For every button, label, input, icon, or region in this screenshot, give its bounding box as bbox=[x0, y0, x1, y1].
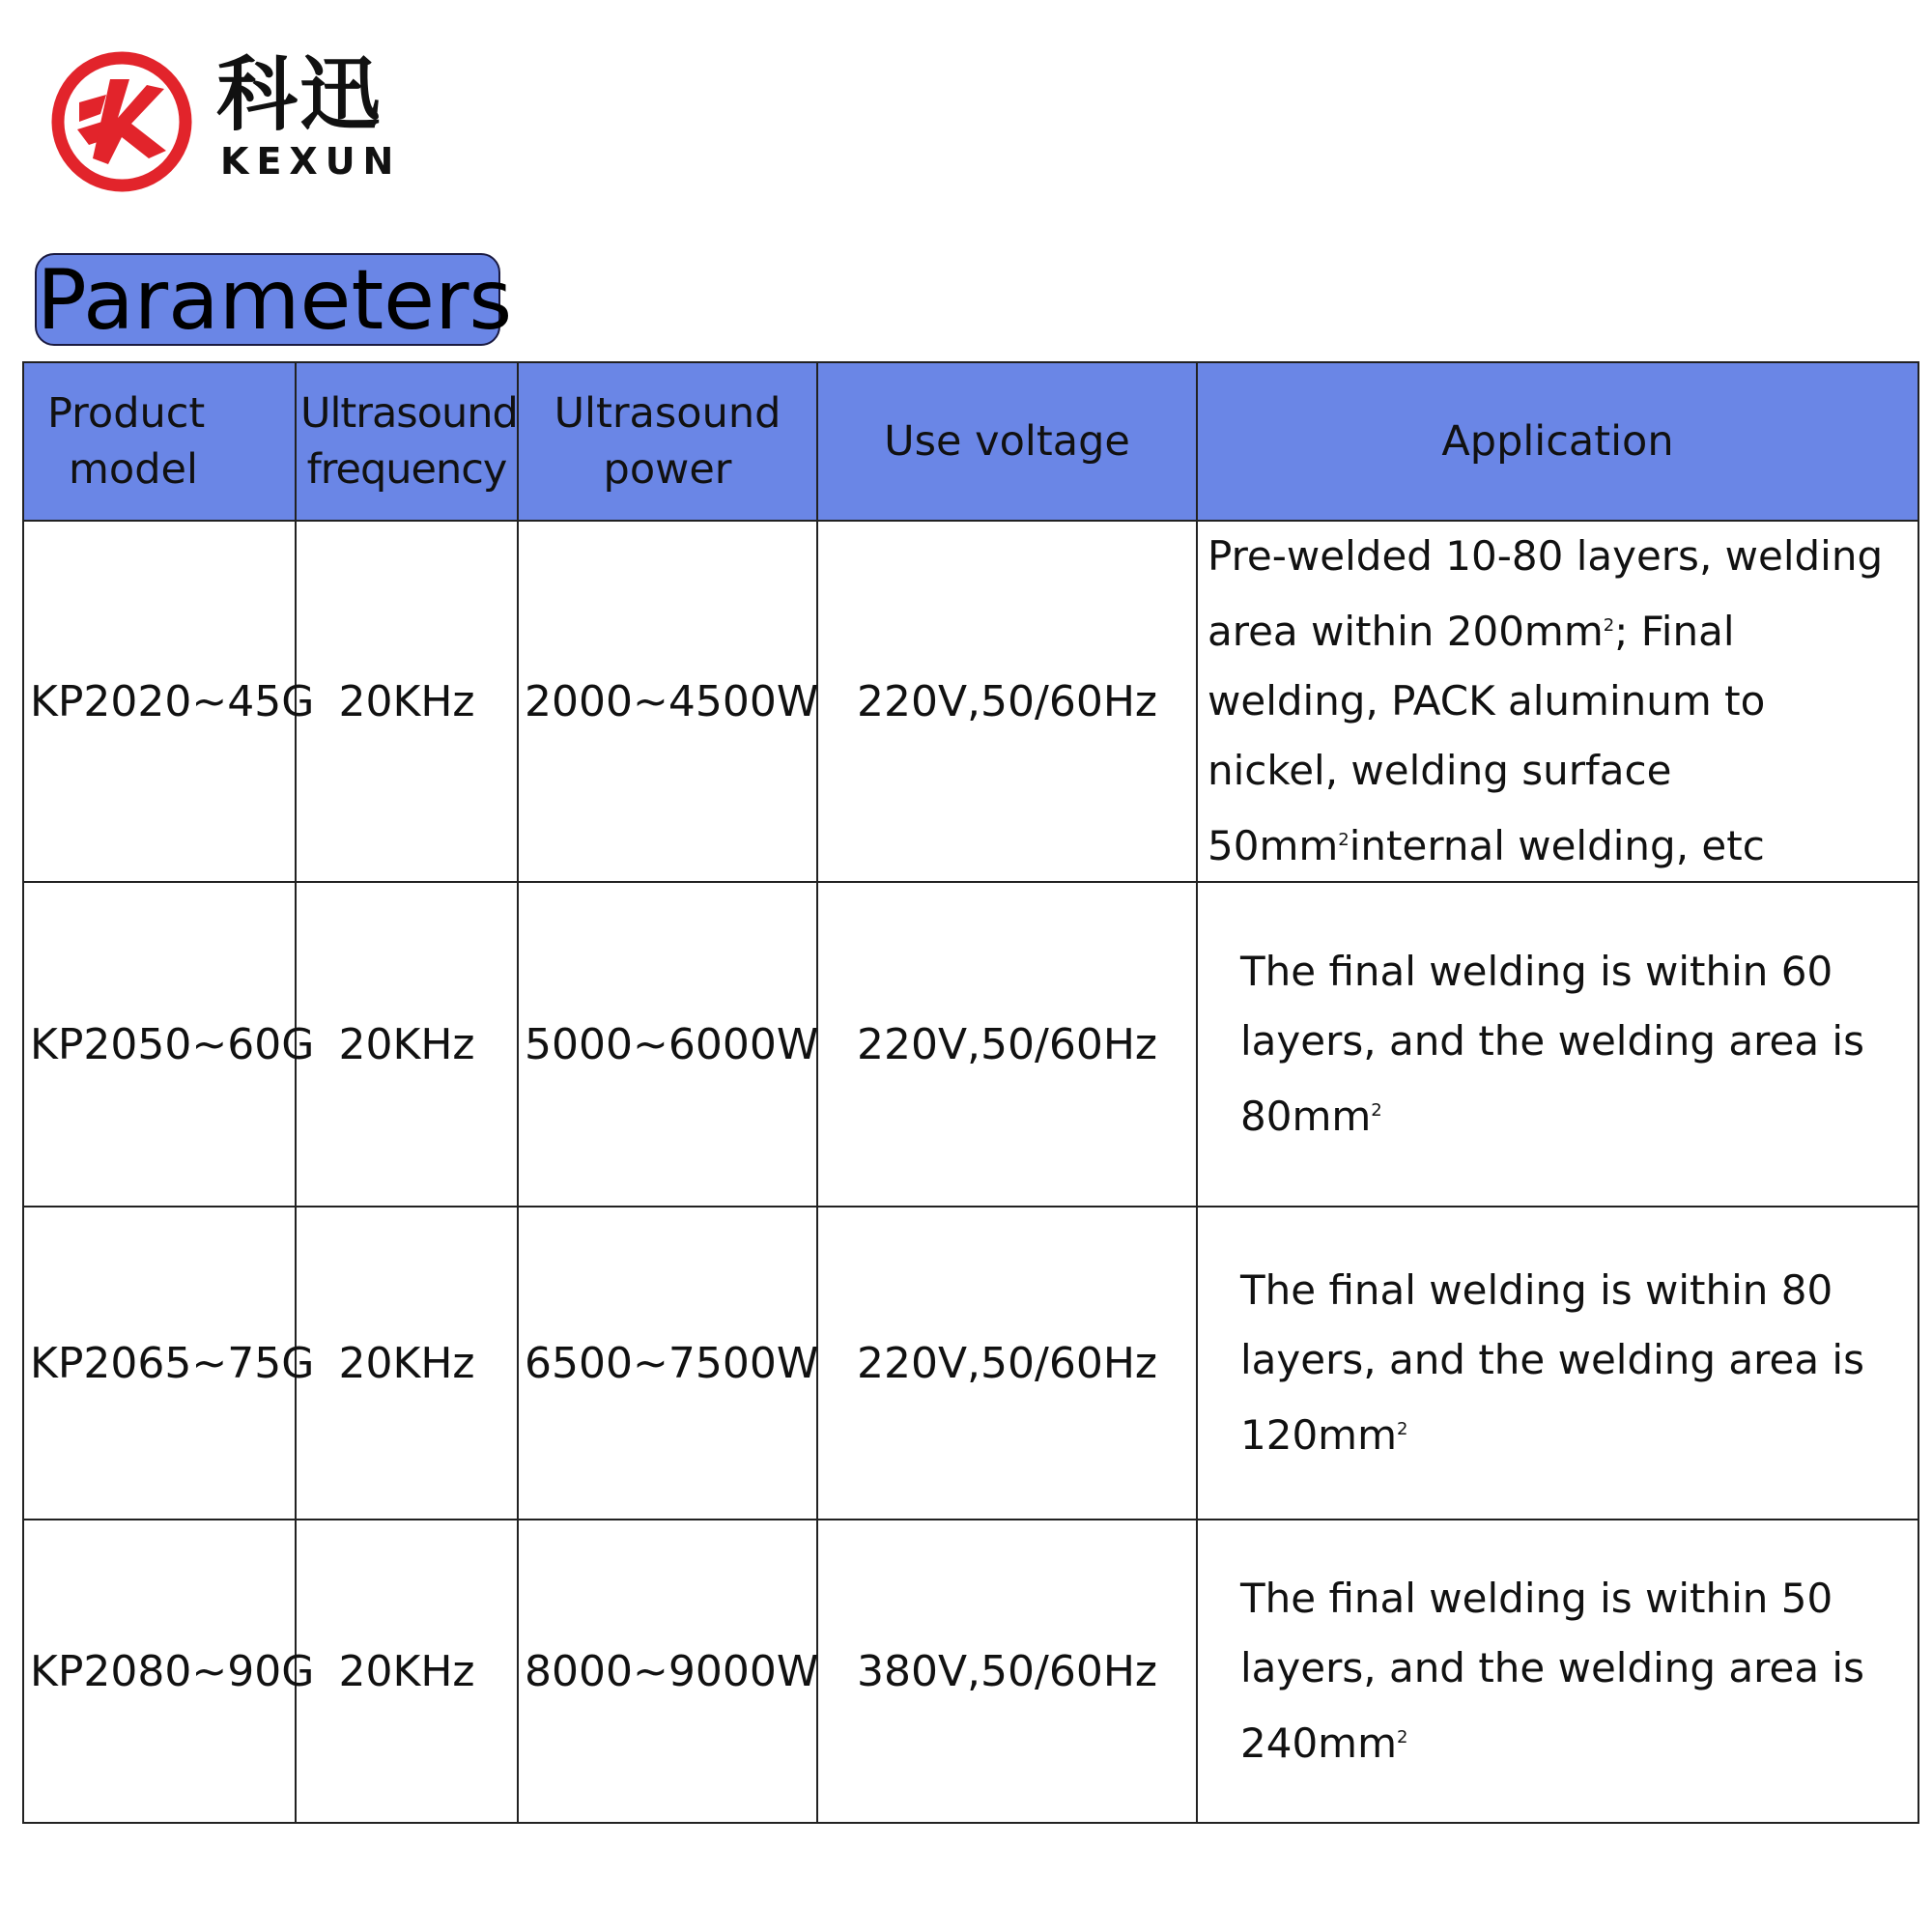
brand-name-chinese: 科迅 bbox=[216, 47, 384, 142]
application-text: The final welding is within 50 layers, and the welding area is 240mm bbox=[1240, 1575, 1864, 1767]
cell-use-voltage: 380V,50/60Hz bbox=[817, 1520, 1197, 1823]
header-product-model bbox=[23, 362, 296, 521]
header-line: Product bbox=[47, 389, 206, 438]
application-text: The final welding is within 80 layers, and the welding area is 120mm bbox=[1240, 1266, 1864, 1459]
cell-use-voltage: 220V,50/60Hz bbox=[817, 882, 1197, 1207]
cell-application bbox=[1197, 882, 1918, 1207]
cell-product-model: KP2065~75G bbox=[23, 1207, 296, 1520]
cell-ultrasound-power: 2000~4500W bbox=[518, 521, 817, 882]
cell-use-voltage: 220V,50/60Hz bbox=[817, 521, 1197, 882]
cell-ultrasound-frequency: 20KHz bbox=[296, 1207, 518, 1520]
header-line: model bbox=[69, 445, 198, 494]
superscript: 2 bbox=[1371, 1100, 1382, 1121]
table-header-row bbox=[23, 362, 1918, 521]
superscript: 2 bbox=[1338, 830, 1350, 850]
header-line: frequency bbox=[306, 445, 507, 494]
application-text: Pre-welded 10-80 layers, welding area within 200mm bbox=[1208, 532, 1884, 655]
cell-application bbox=[1197, 1207, 1918, 1520]
brand-name-english: KEXUN bbox=[220, 140, 402, 183]
header-use-voltage: Use voltage bbox=[817, 362, 1197, 521]
header-line: power bbox=[603, 445, 732, 494]
table-row bbox=[23, 521, 1918, 882]
cell-product-model: KP2020~45G bbox=[23, 521, 296, 882]
brand-logo bbox=[50, 47, 417, 195]
application-text: ; Final welding, PACK aluminum to nickel, welding surface 50mm bbox=[1208, 608, 1766, 869]
cell-ultrasound-power: 8000~9000W bbox=[518, 1520, 817, 1823]
kexun-logo-icon bbox=[50, 50, 193, 193]
superscript: 2 bbox=[1397, 1727, 1408, 1747]
cell-product-model: KP2080~90G bbox=[23, 1520, 296, 1823]
superscript: 2 bbox=[1397, 1419, 1408, 1439]
superscript: 2 bbox=[1603, 615, 1615, 636]
cell-ultrasound-power: 5000~6000W bbox=[518, 882, 817, 1207]
table-row bbox=[23, 1207, 1918, 1520]
section-title: Parameters bbox=[37, 252, 513, 349]
application-text: internal welding, etc bbox=[1349, 822, 1765, 869]
cell-ultrasound-frequency: 20KHz bbox=[296, 882, 518, 1207]
cell-use-voltage: 220V,50/60Hz bbox=[817, 1207, 1197, 1520]
cell-ultrasound-frequency: 20KHz bbox=[296, 1520, 518, 1823]
cell-product-model: KP2050~60G bbox=[23, 882, 296, 1207]
header-ultrasound-power bbox=[518, 362, 817, 521]
table-row bbox=[23, 882, 1918, 1207]
parameters-table bbox=[22, 361, 1919, 1824]
header-line: Ultrasound bbox=[554, 389, 781, 438]
header-ultrasound-frequency bbox=[296, 362, 518, 521]
cell-application bbox=[1197, 1520, 1918, 1823]
cell-ultrasound-power: 6500~7500W bbox=[518, 1207, 817, 1520]
table-row bbox=[23, 1520, 1918, 1823]
header-line: Ultrasound bbox=[300, 389, 518, 438]
application-text: The final welding is within 60 layers, and the welding area is 80mm bbox=[1240, 948, 1864, 1140]
cell-application bbox=[1197, 521, 1918, 882]
cell-ultrasound-frequency: 20KHz bbox=[296, 521, 518, 882]
header-application: Application bbox=[1197, 362, 1918, 521]
